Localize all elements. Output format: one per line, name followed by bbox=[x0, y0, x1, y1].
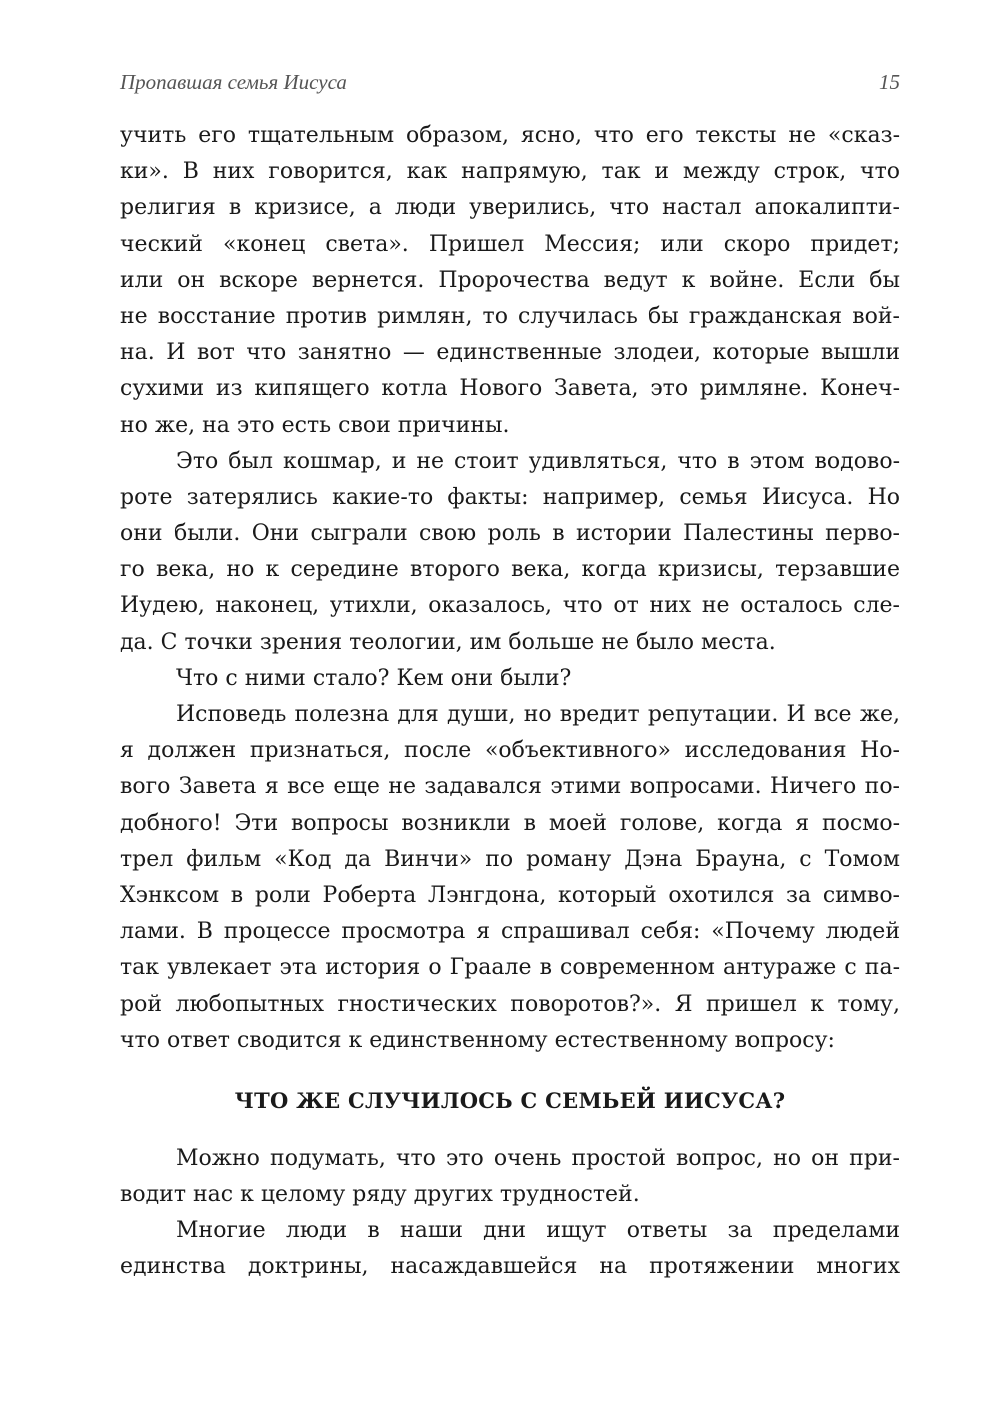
text-line: Исповедь полезна для души, но вредит репутации. И все же, bbox=[176, 702, 900, 727]
text-line: добного! Эти вопросы возникли в моей голове, когда я посмо- bbox=[120, 810, 900, 836]
text-line: учить его тщательным образом, ясно, что его тексты не «сказ- bbox=[120, 123, 900, 148]
text-line: трел фильм «Код да Винчи» по роману Дэна Брауна, с Томом bbox=[120, 846, 900, 872]
body-text bbox=[120, 118, 900, 1286]
paragraphs-before-heading bbox=[120, 118, 900, 1059]
text-line: они были. Они сыграли свою роль в истории Палестины перво- bbox=[120, 521, 900, 547]
text-line: го века, но к середине второго века, когда кризисы, терзавшие bbox=[120, 557, 900, 583]
text-line: Это был кошмар, и не стоит удивляться, что в этом водово- bbox=[176, 448, 900, 474]
text-line: так увлекает эта история о Граале в современном антураже с па- bbox=[120, 955, 900, 981]
text-line: роте затерялись какие-то факты: например, семья Иисуса. Но bbox=[120, 484, 900, 510]
text-line: ческий «конец света». Пришел Мессия; или скоро придет; bbox=[120, 231, 900, 257]
text-line: сухими из кипящего котла Нового Завета, это римляне. Конеч- bbox=[120, 376, 900, 402]
text-line: на. И вот что занятно — единственные злодеи, которые вышли bbox=[120, 340, 900, 366]
paragraph bbox=[120, 661, 900, 697]
text-line: единства доктрины, насаждавшейся на протяжении многих bbox=[120, 1254, 900, 1280]
text-line: не восстание против римлян, то случилась бы гражданская вой- bbox=[120, 303, 900, 329]
text-line: рой любопытных гностических поворотов?». Я пришел к тому, bbox=[120, 991, 900, 1017]
paragraph bbox=[120, 1141, 900, 1213]
paragraph bbox=[120, 1213, 900, 1285]
text-line: Хэнксом в роли Роберта Лэнгдона, который охотился за симво- bbox=[120, 882, 900, 908]
text-line: Многие люди в наши дни ищут ответы за пределами bbox=[176, 1218, 900, 1244]
text-line: но же, на это есть свои причины. bbox=[120, 412, 510, 438]
section-heading: ЧТО ЖЕ СЛУЧИЛОСЬ С СЕМЬЕЙ ИИСУСА? bbox=[234, 1087, 786, 1113]
running-title: Пропавшая семья Иисуса bbox=[120, 70, 347, 94]
text-line: да. С точки зрения теологии, им больше не было места. bbox=[120, 629, 776, 655]
text-line: водит нас к целому ряду других трудностей. bbox=[120, 1182, 640, 1208]
text-line: я должен признаться, после «объективного» исследования Но- bbox=[120, 738, 900, 764]
text-line: лами. В процессе просмотра я спрашивал себя: «Почему людей bbox=[120, 919, 900, 945]
paragraph bbox=[120, 118, 900, 444]
page-number: 15 bbox=[879, 70, 900, 94]
text-line: Можно подумать, что это очень простой вопрос, но он при- bbox=[176, 1145, 900, 1171]
running-header bbox=[120, 70, 900, 102]
paragraph bbox=[120, 444, 900, 661]
text-line: ки». В них говорится, как напрямую, так и между строк, что bbox=[120, 159, 900, 185]
paragraph bbox=[120, 697, 900, 1059]
paragraphs-after-heading bbox=[120, 1141, 900, 1286]
text-line: Что с ними стало? Кем они были? bbox=[176, 665, 572, 691]
text-line: Иудею, наконец, утихли, оказалось, что от них не осталось сле- bbox=[120, 593, 900, 619]
text-line: что ответ сводится к единственному естественному вопросу: bbox=[120, 1027, 835, 1053]
text-line: вого Завета я все еще не задавался этими вопросами. Ничего по- bbox=[120, 774, 900, 800]
text-line: религия в кризисе, а люди уверились, что настал апокалипти- bbox=[120, 195, 900, 221]
text-line: или он вскоре вернется. Пророчества ведут к войне. Если бы bbox=[120, 267, 900, 293]
